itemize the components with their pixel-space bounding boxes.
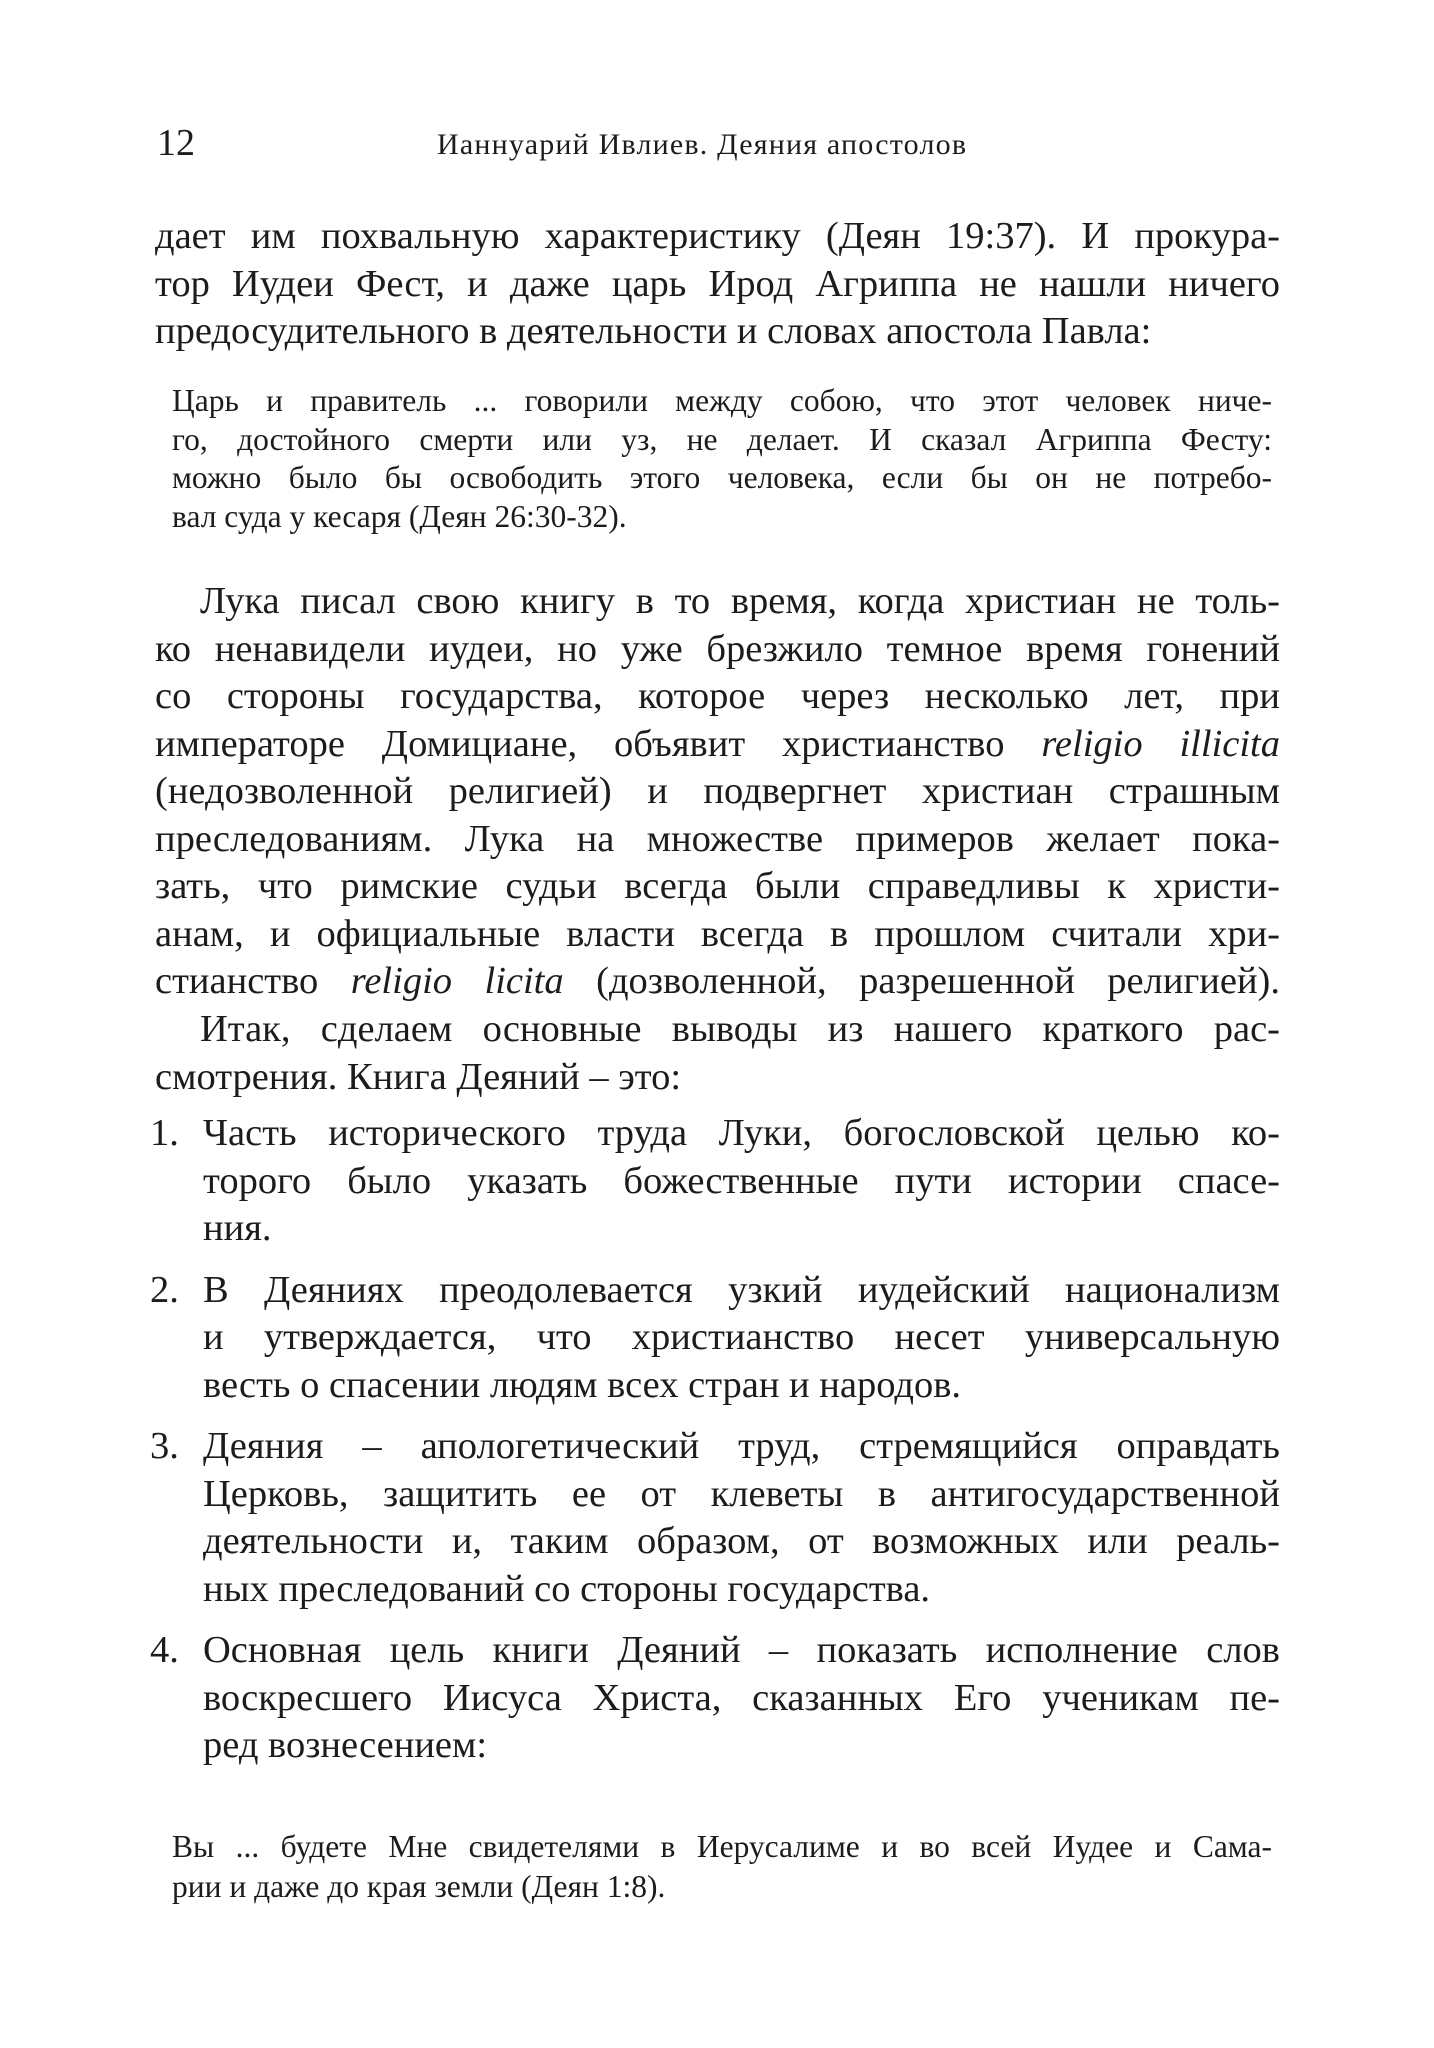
text-line: преследованиям. Лука на множестве примеров желает пока- [155,817,1280,860]
quote-line: рии и даже до края земли (Деян 1:8). [172,1869,666,1904]
text-line: весть о спасении людям всех стран и народов. [203,1363,962,1406]
text-line: торого было указать божественные пути истории спасе- [203,1159,1280,1202]
paragraph-luke [155,578,1280,1006]
text-line: дает им похвальную характеристику (Деян 19:37). И прокура- [155,215,1280,257]
text-line: ния. [203,1207,272,1249]
latin-term: religio licita [350,960,564,1002]
list-number: 2. [150,1268,179,1311]
list-item [150,1110,1280,1253]
list-item [150,1627,1280,1770]
text-line: Церковь, защитить ее от клеветы в антигосударственной [203,1472,1280,1515]
closing-quote [172,1827,1272,1907]
text-line: смотрения. Книга Деяний – это: [155,1055,682,1098]
page-number: 12 [157,122,195,164]
intro-paragraph [155,213,1280,356]
running-head: Ианнуарий Ивлиев. Деяния апостолов [437,128,968,161]
text-line: деятельности и, таким образом, от возможных или реаль- [203,1520,1280,1562]
text-segment: императоре Домициане, объявит христианство [155,722,1042,765]
text-line: тор Иудеи Фест, и даже царь Ирод Агриппа не нашли ничего [155,262,1280,305]
text-line: Лука писал свою книгу в то время, когда христиан не толь- [200,580,1280,622]
quote-line: вал суда у кесаря (Деян 26:30-32). [172,498,627,534]
list-item [150,1267,1280,1410]
text-line: предосудительного в деятельности и словах апостола Павла: [155,310,1152,352]
text-segment: (дозволенной, разрешенной религией). [563,960,1280,1002]
text-line: ных преследований со стороны государства. [203,1567,931,1610]
list-number: 1. [150,1112,179,1154]
text-line: анам, и официальные власти всегда в прошлом считали хри- [155,912,1280,955]
text-line: В Деяниях преодолевается узкий иудейский национализм [203,1268,1280,1311]
quote-line: го, достойного смерти или уз, не делает. И сказал Агриппа Фесту: [172,421,1272,457]
latin-term: religio illicita [1041,722,1281,765]
text-segment: стианство [155,960,351,1002]
quote-line: Вы ... будете Мне свидетелями в Иерусалиме и во всей Иудее и Сама- [172,1829,1272,1864]
page-header [157,118,1277,168]
text-line [155,958,1280,1006]
list-number: 3. [150,1425,179,1467]
paragraph-conclusions [155,1006,1280,1101]
block-quote [172,382,1272,536]
text-line [155,721,1280,769]
text-line: ред вознесением: [203,1724,488,1766]
text-line: Основная цель книги Деяний – показать исполнение слов [203,1629,1280,1671]
text-line: Часть исторического труда Луки, богословской целью ко- [203,1112,1280,1154]
text-line: ко ненавидели иудеи, но уже брезжило темное время гонений [155,627,1280,670]
quote-line: Царь и правитель ... говорили между собою, что этот человек ниче- [172,383,1272,418]
text-line: со стороны государства, которое через несколько лет, при [155,675,1280,717]
list-item [150,1423,1280,1613]
text-line: Деяния – апологетический труд, стремящийся оправдать [203,1425,1280,1467]
text-line: (недозволенной религией) и подвергнет христиан страшным [155,770,1280,812]
text-line: воскресшего Иисуса Христа, сказанных Его ученикам пе- [203,1676,1280,1719]
text-line: и утверждается, что христианство несет универсальную [203,1316,1280,1358]
text-line: Итак, сделаем основные выводы из нашего краткого рас- [200,1008,1280,1050]
list-number: 4. [150,1629,179,1671]
text-line: зать, что римские судьи всегда были справедливы к христи- [155,865,1280,907]
numbered-list [150,1110,1280,1770]
quote-line: можно было бы освободить этого человека, если бы он не потребо- [172,460,1272,495]
